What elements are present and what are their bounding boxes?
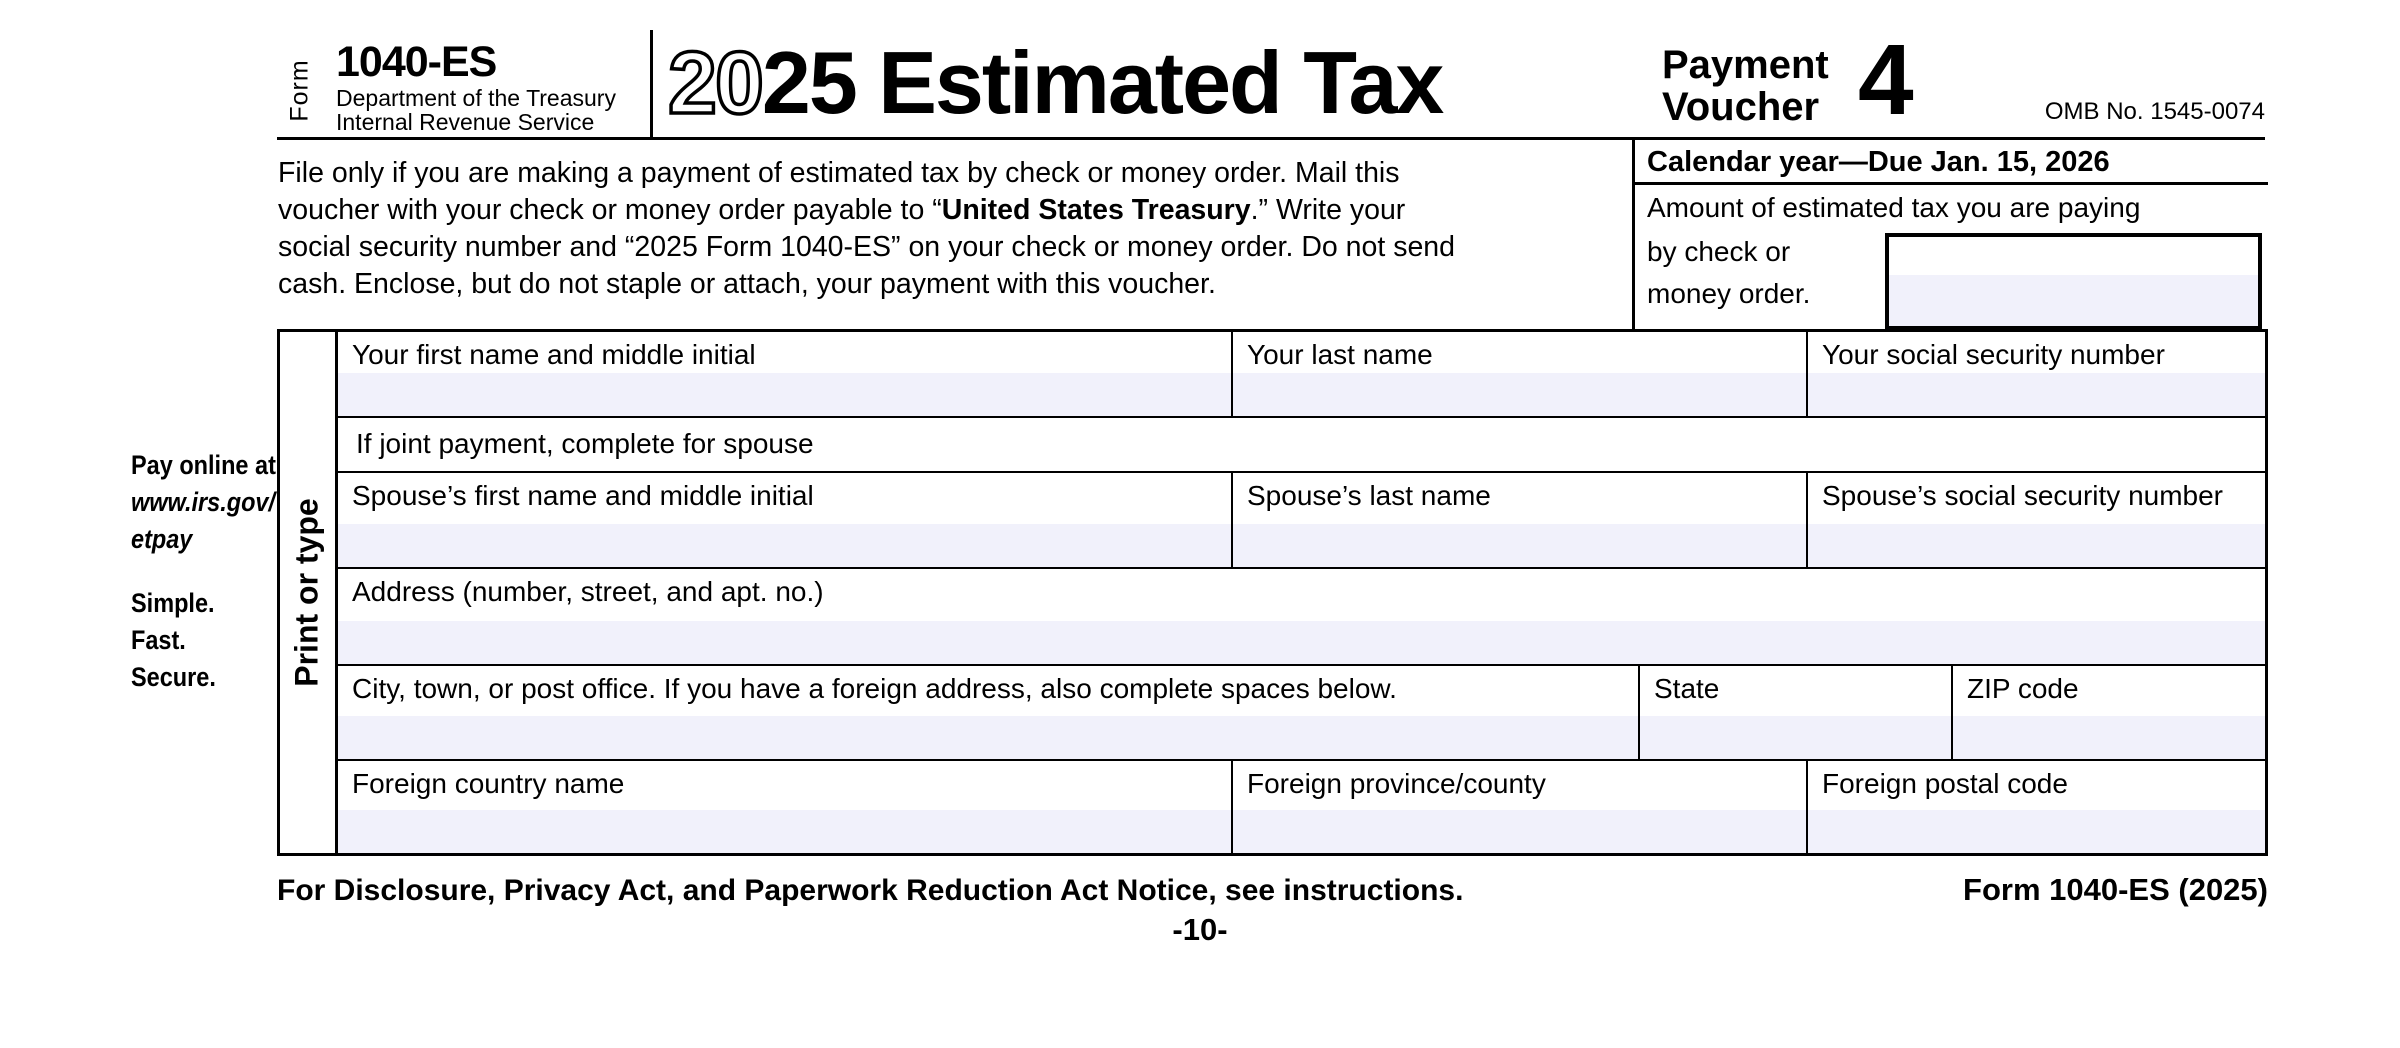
agency-lines — [336, 86, 616, 134]
foreign-postal-input[interactable] — [1808, 810, 2265, 853]
amount-label-line1: Amount of estimated tax you are paying — [1647, 192, 2141, 223]
foreign-province-input[interactable] — [1233, 810, 1806, 853]
pay-online-note — [131, 447, 276, 696]
spouse-first-name-input[interactable] — [338, 524, 1231, 567]
ssn-input[interactable] — [1808, 373, 2265, 416]
payment-voucher-label — [1662, 44, 1829, 128]
taxpayer-info-table — [277, 329, 2268, 856]
zip-cell — [1953, 666, 2265, 759]
address-cell — [338, 569, 2265, 664]
dept-line2: Internal Revenue Service — [336, 109, 595, 135]
state-label: State — [1654, 673, 1720, 704]
form-number: 1040-ES — [336, 38, 497, 86]
zip-label: ZIP code — [1967, 673, 2079, 704]
tagline-fast: Fast. — [131, 625, 186, 655]
address-label: Address (number, street, and apt. no.) — [352, 576, 824, 607]
tagline-secure: Secure. — [131, 662, 216, 692]
print-or-type-strip — [280, 332, 338, 853]
calendar-due-date: Calendar year—Due Jan. 15, 2026 — [1635, 137, 2268, 185]
title-year-outline: 20 — [668, 33, 762, 132]
spouse-last-name-label: Spouse’s last name — [1247, 480, 1491, 511]
spouse-ssn-cell — [1808, 473, 2265, 567]
first-name-cell — [338, 332, 1233, 416]
city-cell — [338, 666, 1640, 759]
due-date-amount-panel — [1632, 137, 2268, 329]
pay-online-line1: Pay online at — [131, 450, 276, 480]
joint-payment-note: If joint payment, complete for spouse — [356, 428, 814, 459]
instructions-line2-post: .” Write your — [1250, 194, 1406, 226]
foreign-postal-label: Foreign postal code — [1822, 768, 2068, 799]
table-row — [338, 569, 2265, 666]
spouse-last-name-cell — [1233, 473, 1808, 567]
form-reference: Form 1040-ES (2025) — [1963, 872, 2268, 907]
table-row — [338, 418, 2265, 473]
mailing-instructions — [278, 155, 1455, 303]
table-row — [338, 332, 2265, 418]
table-row — [338, 666, 2265, 761]
pay-online-url-line1: www.irs.gov/ — [131, 487, 276, 517]
spouse-first-name-cell — [338, 473, 1233, 567]
spouse-ssn-label: Spouse’s social security number — [1822, 480, 2224, 511]
payment-voucher-line2: Voucher — [1662, 85, 1820, 129]
ssn-label: Your social security number — [1822, 339, 2165, 370]
page-number: -10- — [1172, 912, 1228, 947]
page-title — [668, 32, 1442, 134]
spouse-first-name-label: Spouse’s first name and middle initial — [352, 480, 814, 511]
title-year-solid: 25 — [761, 33, 856, 132]
payment-voucher-line1: Payment — [1662, 43, 1829, 87]
instructions-line4: cash. Enclose, but do not staple or attach, your payment with this voucher. — [278, 268, 1216, 300]
instructions-line2 — [278, 192, 1455, 229]
first-name-label: Your first name and middle initial — [352, 339, 756, 370]
spouse-ssn-input[interactable] — [1808, 524, 2265, 567]
last-name-cell — [1233, 332, 1808, 416]
last-name-label: Your last name — [1247, 339, 1433, 370]
state-input[interactable] — [1640, 716, 1951, 759]
amount-label-line3: money order. — [1647, 278, 1811, 309]
title-rest: Estimated Tax — [855, 33, 1443, 132]
instructions-line1: File only if you are making a payment of estimated tax by check or money order. Mail this — [278, 157, 1400, 189]
table-row — [338, 473, 2265, 569]
address-input[interactable] — [338, 621, 2265, 664]
table-row — [338, 761, 2265, 853]
disclosure-notice: For Disclosure, Privacy Act, and Paperwork Reduction Act Notice, see instructions. — [277, 874, 1464, 907]
instructions-line2-bold: United States Treasury — [941, 194, 1251, 226]
foreign-country-input[interactable] — [338, 810, 1231, 853]
spouse-last-name-input[interactable] — [1233, 524, 1806, 567]
amount-box — [1885, 233, 2262, 330]
instructions-line2-pre: voucher with your check or money order payable to “ — [278, 194, 942, 226]
zip-input[interactable] — [1953, 716, 2265, 759]
foreign-province-label: Foreign province/county — [1247, 768, 1546, 799]
state-cell — [1640, 666, 1953, 759]
pay-online-url-line2: etpay — [131, 524, 193, 554]
city-label: City, town, or post office. If you have a foreign address, also complete spaces below. — [352, 673, 1397, 704]
foreign-postal-cell — [1808, 761, 2265, 853]
first-name-input[interactable] — [338, 373, 1231, 416]
amount-label-line2: by check or — [1647, 236, 1791, 267]
foreign-country-label: Foreign country name — [352, 768, 625, 799]
header-divider — [650, 30, 653, 138]
form-word-box — [268, 48, 332, 132]
amount-input[interactable] — [1889, 275, 2258, 326]
print-or-type-label: Print or type — [289, 498, 325, 687]
last-name-input[interactable] — [1233, 373, 1806, 416]
foreign-country-cell — [338, 761, 1233, 853]
omb-number: OMB No. 1545-0074 — [2044, 98, 2265, 125]
tagline-simple: Simple. — [131, 588, 215, 618]
foreign-province-cell — [1233, 761, 1808, 853]
city-input[interactable] — [338, 716, 1638, 759]
ssn-cell — [1808, 332, 2265, 416]
dept-line1: Department of the Treasury — [336, 85, 616, 111]
voucher-number: 4 — [1858, 24, 1914, 136]
instructions-line3: social security number and “2025 Form 1040-ES” on your check or money order. Do not send — [278, 231, 1456, 263]
table-rows — [338, 332, 2265, 853]
form-word: Form — [285, 58, 314, 122]
